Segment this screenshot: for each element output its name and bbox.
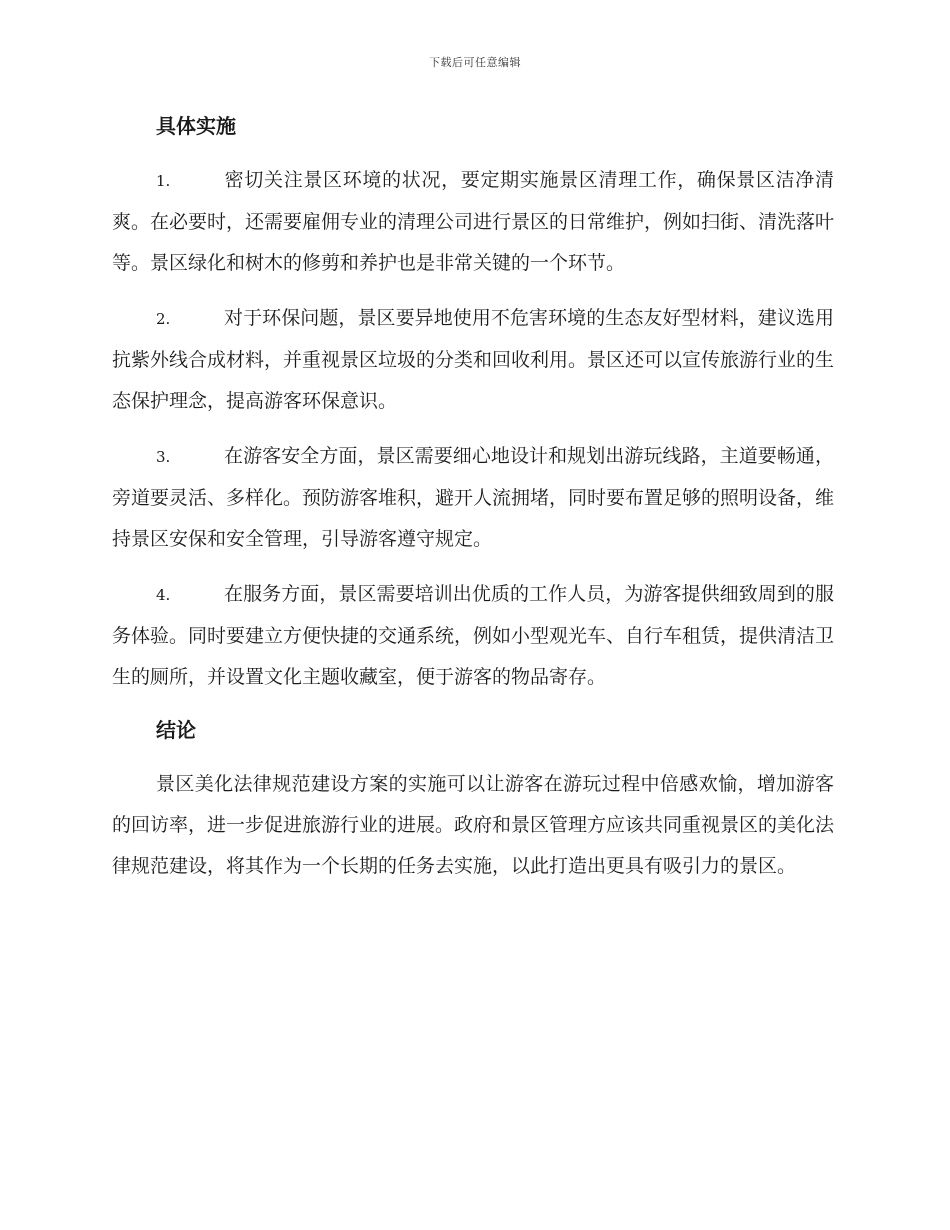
conclusion-paragraph: 景区美化法律规范建设方案的实施可以让游客在游玩过程中倍感欢愉，增加游客的回访率，进一步促进旅游行业的进展。政府和景区管理方应该共同重视景区的美化法律规范建设，将其作为一个长期的任务去实施，以此打造出更具有吸引力的景区。 [112,773,835,877]
list-item-number: 3. [156,448,171,466]
list-item-number: 2. [156,310,171,328]
list-item-text: 密切关注景区环境的状况，要定期实施景区清理工作，确保景区洁净清爽。在必要时，还需要雇佣专业的清理公司进行景区的日常维护，例如扫街、清洗落叶等。景区绿化和树木的修剪和养护也是非常关键的一个环节。 [112,169,835,274]
section-heading-conclusion: 结论 [156,718,196,742]
list-item [112,160,834,284]
list-item-text: 在服务方面，景区需要培训出优质的工作人员，为游客提供细致周到的服务体验。同时要建立方便快捷的交通系统，例如小型观光车、自行车租赁，提供清洁卫生的厕所，并设置文化主题收藏室，便于游客的物品寄存。 [112,583,835,688]
list-item-number: 1. [156,172,171,190]
list-item [112,298,834,422]
list-item [112,436,834,560]
document-body [112,108,834,901]
list-item-number: 4. [156,586,171,604]
section-heading-implementation: 具体实施 [156,114,236,138]
list-item [112,574,834,698]
list-item-text: 对于环保问题，景区要异地使用不危害环境的生态友好型材料，建议选用抗紫外线合成材料，并重视景区垃圾的分类和回收利用。景区还可以宣传旅游行业的生态保护理念，提高游客环保意识。 [112,307,835,412]
page-header: 下载后可任意编辑 [429,56,521,69]
list-item-text: 在游客安全方面，景区需要细心地设计和规划出游玩线路，主道要畅通，旁道要灵活、多样化。预防游客堆积，避开人流拥堵，同时要布置足够的照明设备，维持景区安保和安全管理，引导游客遵守规定。 [112,445,835,550]
